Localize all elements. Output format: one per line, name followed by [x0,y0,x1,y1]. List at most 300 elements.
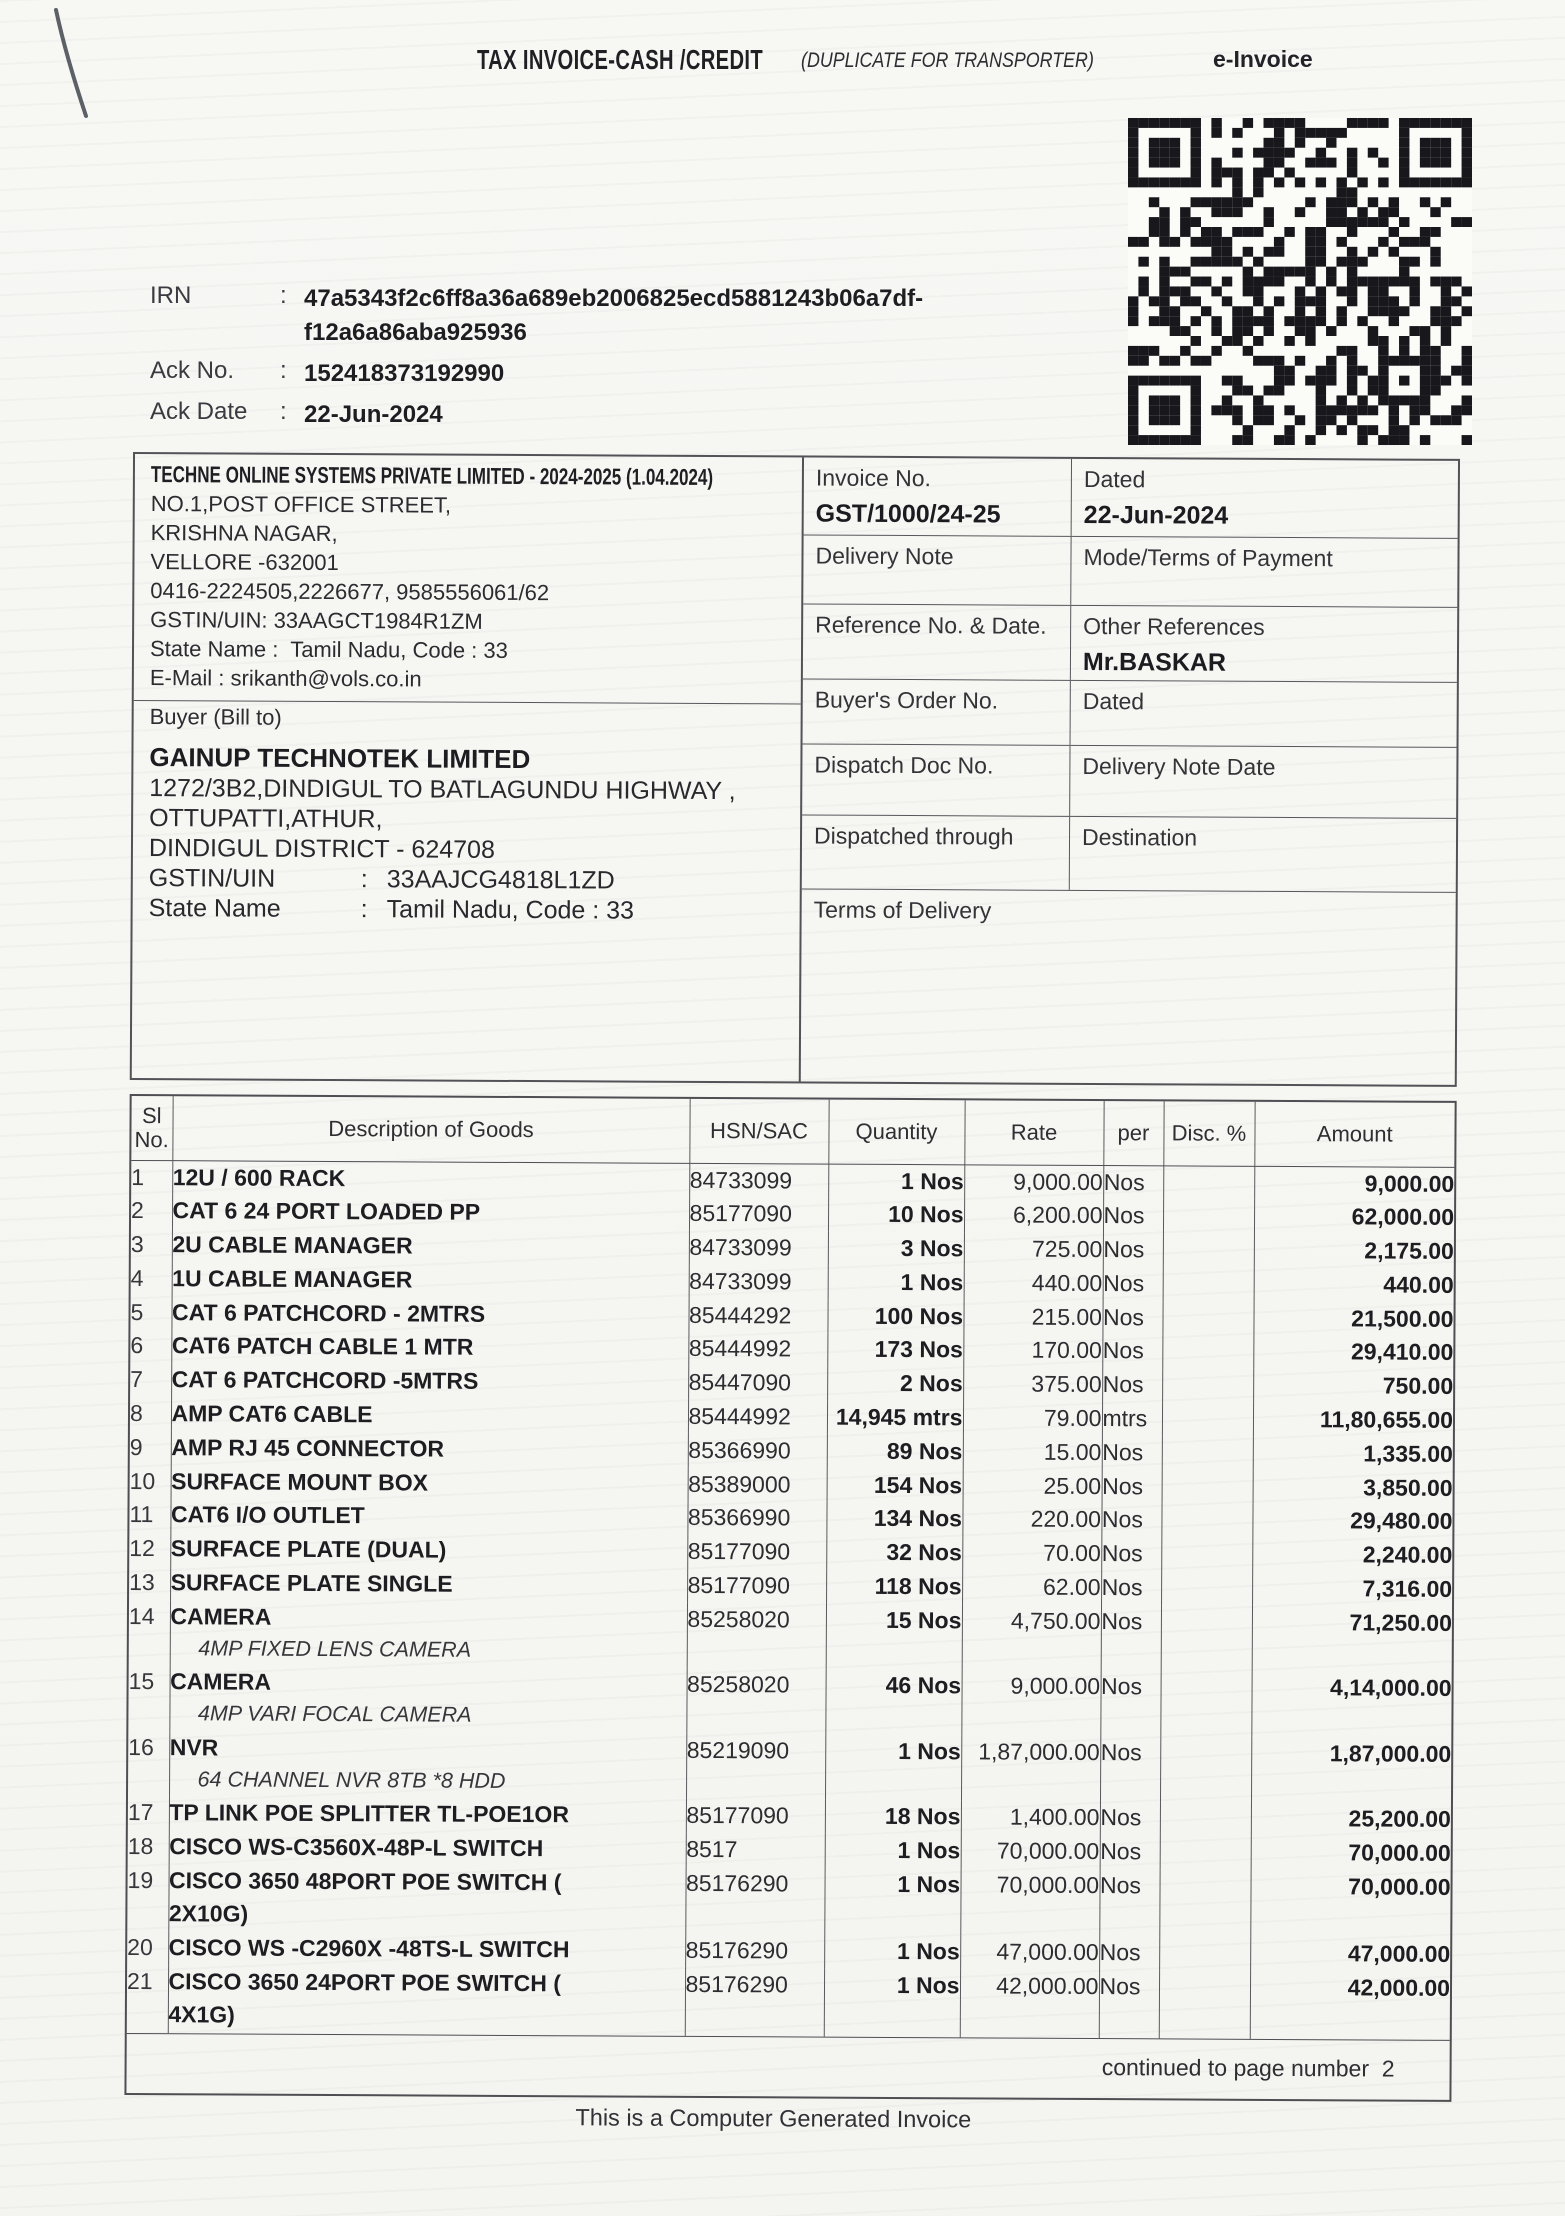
meta-value [1082,858,1448,860]
meta-value [1083,722,1449,724]
party-pane [132,454,802,1081]
item-disc [1160,1835,1251,1869]
item-rate: 440.00 [964,1266,1103,1301]
meta-label: Destination [1081,823,1198,851]
item-amount: 62,000.00 [1351,1203,1455,1231]
buyer-name: GAINUP TECHNOTEK LIMITED [149,742,531,775]
item-rate: 47,000.00 [960,1936,1099,1971]
header-description: Description of Goods [172,1096,689,1163]
item-quantity: 18 Nos [825,1800,961,1834]
item-hsn: 84733099 [689,1265,828,1300]
item-sl: 4 [131,1262,172,1296]
irn-block [150,282,1100,439]
item-per: Nos [1099,1936,1159,1970]
table-header-row [131,1096,1454,1167]
item-per: Nos [1101,1605,1161,1671]
meta-cell-dispatched-through [802,815,1069,889]
footer-note: This is a Computer Generated Invoice [575,2104,972,2133]
buyer-state-label: State Name [148,894,281,923]
buyer-state-value: Tamil Nadu, Code : 33 [386,895,635,925]
table-row [127,1864,1450,1939]
item-quantity: 1 Nos [824,1969,960,2038]
item-disc [1162,1335,1253,1369]
item-hsn: 85444992 [688,1400,827,1435]
item-per: Nos [1101,1571,1161,1605]
item-description: NVR [169,1733,219,1761]
buyer-state-row [149,893,788,926]
item-per: Nos [1101,1537,1161,1571]
ack-no-value: 152418373192990 [304,360,505,387]
meta-cell-buyers-order [803,679,1070,744]
header-quantity: Quantity [828,1100,964,1165]
header-amount: Amount [1254,1102,1454,1167]
meta-cell-reference [803,604,1070,679]
item-description: AMP CAT6 CABLE [171,1400,373,1428]
item-sl: 8 [130,1397,171,1431]
meta-cell-delivery-note [803,535,1070,604]
item-description-cell [169,1796,686,1832]
item-hsn: 85366990 [687,1501,826,1536]
colon: : [280,282,287,309]
item-hsn: 85177090 [689,1197,828,1232]
item-amount: 440.00 [1383,1271,1454,1298]
item-quantity: 1 Nos [824,1867,960,1935]
item-sl: 9 [130,1431,171,1465]
item-per: Nos [1103,1165,1163,1200]
item-description: CAT6 I/O OUTLET [170,1501,365,1529]
seller-address-line: VELLORE -632001 [150,549,339,576]
seller-name: TECHNE ONLINE SYSTEMS PRIVATE LIMITED - 2024-2025 (1.04.2024) [150,461,714,491]
meta-row [802,815,1456,892]
meta-label: Mode/Terms of Payment [1083,543,1333,572]
item-disc [1163,1200,1254,1234]
buyer-address [149,773,788,866]
table-row [128,1731,1451,1803]
meta-label: Dated [1082,687,1145,715]
item-disc [1162,1470,1253,1504]
item-rate: 375.00 [963,1368,1102,1403]
item-per: Nos [1102,1368,1162,1402]
seller-address-line: KRISHNA NAGAR, [150,520,338,547]
item-rate: 6,200.00 [964,1199,1103,1234]
item-disc [1159,1869,1250,1937]
item-quantity: 32 Nos [826,1536,962,1570]
item-description-cell [168,1864,685,1934]
ack-date-label: Ack Date [150,398,248,425]
item-description-cell [171,1431,688,1467]
meta-cell-terms-of-delivery [801,889,1456,1084]
meta-row [803,535,1457,607]
meta-cell-invoice-no [804,457,1071,535]
item-amount: 750.00 [1382,1372,1454,1400]
item-quantity: 1 Nos [825,1734,961,1800]
meta-cell-payment-terms [1070,537,1457,607]
item-sl: 5 [130,1296,171,1330]
item-sub-description: 4MP VARI FOCAL CAMERA [197,1701,472,1727]
item-hsn: 84733099 [689,1163,828,1198]
einvoice-label: e-Invoice [1213,46,1313,72]
item-description: CAT 6 PATCHCORD -5MTRS [171,1366,479,1394]
item-amount: 3,850.00 [1363,1473,1453,1501]
meta-cell-destination [1069,817,1456,892]
item-amount: 1,87,000.00 [1329,1739,1452,1767]
item-description-cell [171,1465,688,1501]
seller-address-line: NO.1,POST OFFICE STREET, [150,491,452,518]
meta-cell-dated [1071,459,1458,538]
pen-mark-artifact [42,4,122,129]
item-description: CISCO WS-C3560X-48P-L SWITCH [169,1833,544,1862]
item-per: Nos [1099,1970,1159,2038]
irn-value [304,282,1100,350]
item-sl: 15 [128,1665,169,1731]
item-amount: 25,200.00 [1348,1805,1451,1833]
header-hsn: HSN/SAC [689,1099,828,1164]
item-description-cell [168,1932,685,1968]
item-hsn: 85177090 [687,1535,826,1570]
meta-row-terms [801,889,1456,1084]
item-amount: 4,14,000.00 [1330,1674,1452,1702]
meta-row [803,604,1457,682]
meta-value [814,786,1061,787]
item-amount: 7,316.00 [1362,1575,1453,1602]
meta-row [802,744,1456,818]
meta-label: Buyer's Order No. [814,686,999,714]
meta-label: Delivery Note Date [1082,752,1276,780]
item-quantity: 1 Nos [828,1265,964,1299]
item-hsn: 85176290 [685,1968,824,2037]
item-quantity: 1 Nos [825,1834,961,1868]
table-row [128,1665,1451,1737]
buyer-gstin-label: GSTIN/UIN [148,864,276,893]
meta-value [814,931,1448,934]
item-rate: 9,000.00 [964,1164,1103,1199]
item-rate: 170.00 [963,1334,1102,1369]
invoice-date: 22-Jun-2024 [1083,500,1229,530]
buyer-address-line: DINDIGUL DISTRICT - 624708 [148,834,495,864]
item-rate: 215.00 [963,1300,1102,1335]
ack-date-value: 22-Jun-2024 [304,401,443,428]
item-description: CISCO WS -C2960X -48TS-L SWITCH [168,1934,570,1963]
item-quantity: 154 Nos [827,1468,963,1502]
item-per: Nos [1102,1334,1162,1368]
item-hsn: 85258020 [687,1603,826,1669]
item-description-cell [170,1532,687,1568]
buyer-panel [132,735,801,1081]
item-hsn: 85177090 [687,1569,826,1604]
item-hsn: 85444292 [688,1299,827,1334]
colon: : [280,398,287,425]
item-sl: 20 [127,1931,168,1965]
party-meta-box [130,452,1460,1087]
item-sl: 16 [128,1731,169,1797]
item-hsn: 85176290 [685,1934,824,1969]
meta-value [1083,578,1449,580]
item-description: TP LINK POE SPLITTER TL-POE1OR [169,1799,570,1828]
item-description: 2U CABLE MANAGER [172,1231,413,1259]
invoice-meta-grid [799,457,1458,1084]
colon: : [360,865,368,894]
item-description: SURFACE PLATE SINGLE [170,1569,453,1597]
item-disc [1163,1165,1254,1200]
item-disc [1162,1436,1253,1470]
item-description-cell [172,1262,689,1298]
buyer-address-line: 1272/3B2,DINDIGUL TO BATLAGUNDU HIGHWAY , [149,774,736,806]
item-amount: 11,80,655.00 [1319,1406,1454,1433]
item-description: 1U CABLE MANAGER [172,1265,413,1293]
item-disc [1160,1736,1251,1802]
item-rate: 79.00 [963,1401,1102,1436]
item-description: CAT 6 24 PORT LOADED PP [172,1197,481,1226]
item-per: Nos [1100,1835,1160,1869]
table-row [129,1600,1452,1672]
item-description-cell [172,1160,689,1197]
meta-value [815,646,1062,647]
item-per: Nos [1101,1503,1161,1537]
item-description: 12U / 600 RACK [172,1163,346,1191]
item-rate: 42,000.00 [960,1970,1099,2039]
item-quantity: 10 Nos [828,1198,964,1232]
copy-type-label: (DUPLICATE FOR TRANSPORTER) [801,49,1094,72]
item-description: CAMERA [170,1668,272,1695]
item-sl: 12 [129,1532,170,1566]
item-description-cell [169,1731,686,1799]
item-rate: 1,400.00 [961,1801,1100,1836]
item-per: Nos [1099,1869,1159,1937]
meta-label: Delivery Note [815,542,954,570]
colon: : [280,357,287,384]
item-per: Nos [1102,1301,1162,1335]
item-amount: 71,250.00 [1349,1609,1452,1636]
item-description: CAT6 PATCH CABLE 1 MTR [171,1332,474,1361]
item-quantity: 2 Nos [827,1367,963,1401]
meta-label: Dated [1083,465,1146,493]
item-disc [1162,1369,1253,1403]
item-description-cell [169,1665,686,1733]
item-amount: 2,240.00 [1362,1541,1453,1568]
item-per: Nos [1103,1267,1163,1301]
meta-row [803,679,1457,747]
item-sl: 19 [127,1864,168,1932]
meta-value [814,857,1061,858]
buyer-gstin-value: 33AAJCG4818L1ZD [386,865,615,895]
item-hsn: 84733099 [689,1231,828,1266]
item-rate: 15.00 [963,1435,1102,1470]
ack-no-label: Ack No. [150,357,235,384]
header-per: per [1103,1101,1163,1165]
item-description-cell [170,1600,687,1668]
item-description: CAT 6 PATCHCORD - 2MTRS [171,1298,486,1327]
meta-label: Dispatch Doc No. [814,751,994,779]
item-per: Nos [1102,1436,1162,1470]
item-amount: 2,175.00 [1364,1237,1454,1264]
item-description: SURFACE MOUNT BOX [171,1467,429,1496]
item-quantity: 15 Nos [826,1603,962,1669]
item-description: CISCO 3650 48PORT POE SWITCH ( 2X10G) [168,1867,562,1927]
seller-address-line: GSTIN/UIN: 33AAGCT1984R1ZM [150,607,483,634]
item-disc [1162,1402,1253,1436]
item-rate: 70,000.00 [960,1868,1099,1936]
colon: : [360,895,368,924]
item-sl: 10 [130,1465,171,1499]
meta-label: Invoice No. [815,464,932,492]
seller-address-line: E-Mail : srikanth@vols.co.in [149,665,422,692]
item-rate: 725.00 [964,1232,1103,1267]
ack-date-row [150,398,1100,432]
irn-row [150,282,1100,350]
item-per: Nos [1102,1470,1162,1504]
invoice-number: GST/1000/24-25 [815,499,1001,529]
meta-label: Other References [1083,612,1265,640]
item-sl: 17 [128,1796,169,1830]
item-hsn: 85258020 [686,1668,825,1734]
item-amount: 21,500.00 [1351,1304,1454,1332]
item-per: Nos [1103,1199,1163,1233]
item-disc [1161,1571,1252,1605]
item-hsn: 8517 [686,1833,825,1868]
seller-panel [134,454,802,704]
meta-label: Terms of Delivery [813,896,992,924]
item-quantity: 3 Nos [828,1232,964,1266]
item-description-cell [170,1566,687,1602]
item-description: AMP RJ 45 CONNECTOR [171,1433,445,1462]
item-per: Nos [1100,1736,1160,1802]
item-hsn: 85177090 [686,1799,825,1834]
item-quantity: 89 Nos [827,1434,963,1468]
item-rate: 4,750.00 [962,1604,1101,1670]
item-disc [1159,1971,1250,2039]
table-row [127,1965,1450,2040]
item-disc [1159,1937,1250,1971]
item-sl: 7 [130,1363,171,1397]
irn-value-line1: 47a5343f2c6ff8a36a689eb2006825ecd5881243b06a7df- [304,285,924,312]
item-disc [1161,1605,1252,1671]
item-disc [1163,1233,1254,1267]
meta-value [815,577,1062,578]
item-description-cell [171,1397,688,1433]
item-disc [1160,1802,1251,1836]
item-sub-description: 64 CHANNEL NVR 8TB *8 HDD [197,1767,506,1793]
item-sl: 11 [129,1498,170,1532]
meta-value [815,721,1062,722]
item-rate: 9,000.00 [961,1670,1100,1736]
meta-cell-other-references [1070,606,1457,682]
item-quantity: 46 Nos [825,1669,961,1735]
meta-cell-delivery-note-date [1069,746,1456,818]
item-quantity: 100 Nos [827,1299,963,1333]
item-sl: 3 [131,1228,172,1262]
header-rate: Rate [964,1100,1103,1165]
item-sl: 2 [131,1194,172,1228]
item-amount: 29,480.00 [1350,1507,1453,1535]
item-per: Nos [1100,1670,1160,1736]
item-hsn: 85219090 [686,1734,825,1800]
meta-label: Reference No. & Date. [815,611,1047,639]
item-sl: 18 [128,1830,169,1864]
item-hsn: 85444992 [688,1332,827,1367]
other-references-value: Mr.BASKAR [1082,647,1227,677]
item-hsn: 85447090 [688,1366,827,1401]
item-hsn: 85389000 [688,1467,827,1502]
item-quantity: 14,945 mtrs [827,1401,963,1435]
item-amount: 70,000.00 [1348,1873,1451,1900]
item-rate: 25.00 [963,1469,1102,1504]
irn-value-line2: f12a6a86aba925936 [304,319,527,346]
item-amount: 1,335.00 [1363,1440,1453,1467]
item-description: CAMERA [170,1602,272,1630]
item-description-cell [172,1228,689,1264]
item-description: SURFACE PLATE (DUAL) [170,1535,447,1563]
seller-address-line: 0416-2224505,2226677, 9585556061/62 [150,578,550,606]
item-quantity: 1 Nos [828,1164,964,1199]
item-amount: 29,410.00 [1350,1338,1454,1366]
item-rate: 62.00 [962,1570,1101,1605]
buyer-section-label: Buyer (Bill to) [149,704,282,730]
item-amount: 42,000.00 [1347,1974,1451,2002]
irn-label: IRN [150,282,192,309]
item-rate: 70,000.00 [961,1834,1100,1869]
item-per: Nos [1100,1801,1160,1835]
item-quantity: 173 Nos [827,1333,963,1367]
item-description-cell [170,1499,687,1535]
item-disc [1161,1537,1252,1571]
meta-cell-dispatch-doc [802,744,1069,815]
item-rate: 220.00 [962,1503,1101,1538]
item-sl: 13 [129,1566,170,1600]
seller-address [150,489,790,695]
buyer-address-line: OTTUPATTI,ATHUR, [149,804,383,834]
item-rate: 70.00 [962,1536,1101,1571]
meta-cell-order-dated [1070,681,1457,747]
item-sl: 6 [130,1329,171,1363]
item-hsn: 85366990 [688,1434,827,1469]
meta-label: Dispatched through [813,822,1014,850]
item-description: CISCO 3650 24PORT POE SWITCH ( 4X1G) [168,1968,561,2028]
item-disc [1163,1267,1254,1301]
header-sl: Sl No. [131,1096,172,1160]
item-quantity: 118 Nos [826,1569,962,1603]
item-quantity: 1 Nos [824,1935,960,1969]
item-disc [1160,1671,1251,1737]
item-sl: 1 [131,1160,172,1195]
item-rate: 1,87,000.00 [961,1735,1100,1801]
buyer-gstin-row [149,863,788,896]
item-hsn: 85176290 [685,1867,824,1935]
seller-address-line: State Name : Tamil Nadu, Code : 33 [149,636,508,663]
item-description-cell [172,1194,689,1230]
item-disc [1161,1504,1252,1538]
item-per: Nos [1103,1233,1163,1267]
meta-value [1082,787,1448,789]
item-description-cell [168,1965,685,2036]
page-title: TAX INVOICE-CASH /CREDIT [477,44,764,75]
item-description-cell [171,1296,688,1332]
item-quantity: 134 Nos [826,1502,962,1536]
item-per: mtrs [1102,1402,1162,1436]
item-sub-description: 4MP FIXED LENS CAMERA [198,1635,472,1662]
einvoice-qr-code [1128,118,1472,445]
item-amount: 47,000.00 [1347,1940,1451,1968]
item-sl: 14 [129,1600,170,1666]
item-description-cell [169,1830,686,1866]
item-amount: 9,000.00 [1364,1169,1455,1197]
item-amount: 70,000.00 [1348,1839,1451,1866]
items-table [124,1094,1456,2102]
item-disc [1162,1301,1253,1335]
meta-row [804,457,1458,538]
continued-banner: continued to page number 2 [126,2033,1449,2098]
item-description-cell [171,1330,688,1366]
item-sl: 21 [127,1965,168,2033]
